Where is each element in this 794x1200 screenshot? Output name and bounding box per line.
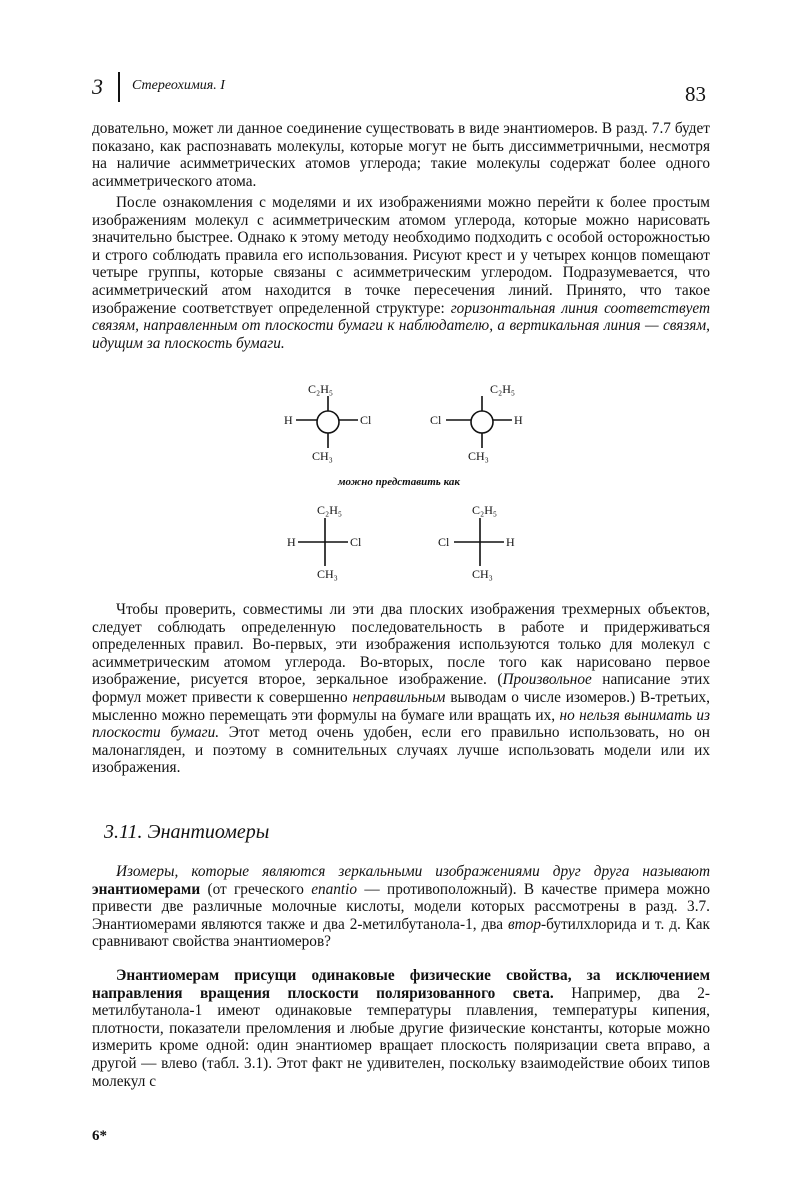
- carbon-circle: [317, 411, 339, 433]
- paragraph-properties: [92, 967, 710, 1090]
- perspective-formula-right: [430, 382, 523, 463]
- carbon-circle: [471, 411, 493, 433]
- chapter-number: 3: [92, 74, 103, 99]
- group-right: Cl: [360, 413, 372, 427]
- paragraph-emphasis: но нельзя вынимать из плоскости бумаги.: [92, 706, 710, 742]
- group-bottom: CH₃: [317, 567, 338, 581]
- paragraph-text: Например, два 2-метилбутанола-1 имеют одинаковые температуры плавления, температуры кипения, плотности, показатели преломления и любые другие физические константы, которые можно измерить кроме одной: один энантиомер вращает плоскость поляризации света вправо, а другой — влево (табл. 3.1). Этот факт не удивителен, поскольку взаимодействие обоих типов молекул с: [92, 984, 711, 1090]
- section-heading: 3.11. Энантиомеры: [104, 821, 270, 843]
- paragraph-text: довательно, может ли данное соединение существовать в виде энантиомеров. В разд. 7.7 будет показано, как распознавать молекулы, которые могут не быть диссимметричными, несмотря на наличие асимметрических атомов углерода; такие молекулы содержат более одного асимметрического атома.: [92, 120, 710, 190]
- projection-figure: [270, 380, 530, 592]
- paragraph-text: — противоположный). В качестве примера можно привести две различные молочные кислоты, модели которых рассмотрены в разд. 3.7. Энантиомерами являются также и два 2-метилбутанола-1, два: [92, 880, 710, 933]
- paragraph-text: Чтобы проверить, совместимы ли эти два плоских изображения трехмерных объектов, следует соблюдать определенную последовательность в работе и придерживаться определенных правил. Во-первых, эти изображения используются только для молекул с асимметрическим атомом углерода. Во-вторых, после того как нарисовано первое изображение, рисуется второе, зеркальное изображение. (: [92, 601, 710, 689]
- paragraph-text: Этот метод очень удобен, если его правильно использовать, но он малонагляден, и поэтому в сомнительных случаях лучше использовать модели или их изображения.: [92, 724, 710, 777]
- chapter-title: Стереохимия. I: [132, 78, 225, 93]
- paragraph-rules: [92, 601, 710, 777]
- paragraph-bold-statement: Энантиомерам присущи одинаковые физические свойства, за исключением направления вращения плоскости поляризованного света.: [92, 967, 710, 1002]
- group-bottom: CH₃: [472, 567, 493, 581]
- header-divider: [118, 72, 120, 102]
- figure-caption: можно представить как: [338, 476, 460, 488]
- group-bottom: CH₃: [468, 449, 489, 463]
- group-bottom: CH₃: [312, 449, 333, 463]
- group-left: Cl: [438, 535, 450, 549]
- fischer-formula-right: [438, 503, 515, 581]
- paragraph-emphasis: Произвольное: [502, 671, 592, 689]
- paragraph-emphasis: втор: [508, 915, 542, 933]
- group-top: C₂H₅: [317, 503, 343, 517]
- group-left: H: [287, 535, 296, 549]
- paragraph-text: После ознакомления с моделями и их изображениями можно перейти к более простым изображениям молекул с асимметрическим атомом углерода, которые можно нарисовать значительно быстрее. Однако к этому методу необходимо подходить с особой осторожностью и строго соблюдать правила его использования. Рисуют крест и у четырех концов помещают четыре группы, которые связаны с асимметрическим углеродом. Подразумевается, что асимметрический атом находится в точке пересечения линий. Принято, что такое изображение соответствует определенной структуре:: [92, 194, 710, 317]
- paragraph-emphasis: Изомеры, которые являются зеркальными изображениями друг друга называют: [116, 863, 710, 880]
- group-right: H: [506, 535, 515, 549]
- defined-term: энантиомерами: [92, 880, 201, 898]
- paragraph-text: выводам о числе изомеров.) В-третьих, мысленно можно перемещать эти формулы на бумаге или вращать их,: [92, 688, 710, 724]
- paragraph-continuation: [92, 120, 710, 190]
- group-right: Cl: [350, 535, 362, 549]
- group-left: H: [284, 413, 293, 427]
- paragraph-emphasis: горизонтальная линия соответствует связям, направленным от плоскости бумаги к наблюдателю, а вертикальная линия — связям, идущим за плоскость бумаги.: [92, 299, 711, 352]
- group-right: H: [514, 413, 523, 427]
- paragraph-emphasis: неправильным: [352, 688, 446, 706]
- group-top: C₂H₅: [472, 503, 498, 517]
- paragraph-text: -бутилхлорида и т. д. Как сравнивают свойства энантиомеров?: [92, 915, 710, 951]
- running-header: [92, 72, 710, 112]
- paragraph-text: написание этих формул может привести к совершенно: [92, 671, 710, 706]
- perspective-formula-left: [284, 382, 372, 463]
- group-left: Cl: [430, 413, 442, 427]
- signature-mark: 6*: [92, 1128, 107, 1144]
- projection-diagram: [270, 380, 530, 592]
- paragraph-projection-intro: [92, 194, 710, 352]
- fischer-formula-left: [287, 503, 362, 581]
- group-top: C₂H₅: [308, 382, 334, 396]
- group-top: C₂H₅: [490, 382, 516, 396]
- paragraph-definition: [92, 863, 710, 951]
- paragraph-emphasis: enantio: [311, 880, 358, 898]
- paragraph-text: (от греческого: [200, 880, 312, 898]
- page-number: 83: [685, 82, 706, 106]
